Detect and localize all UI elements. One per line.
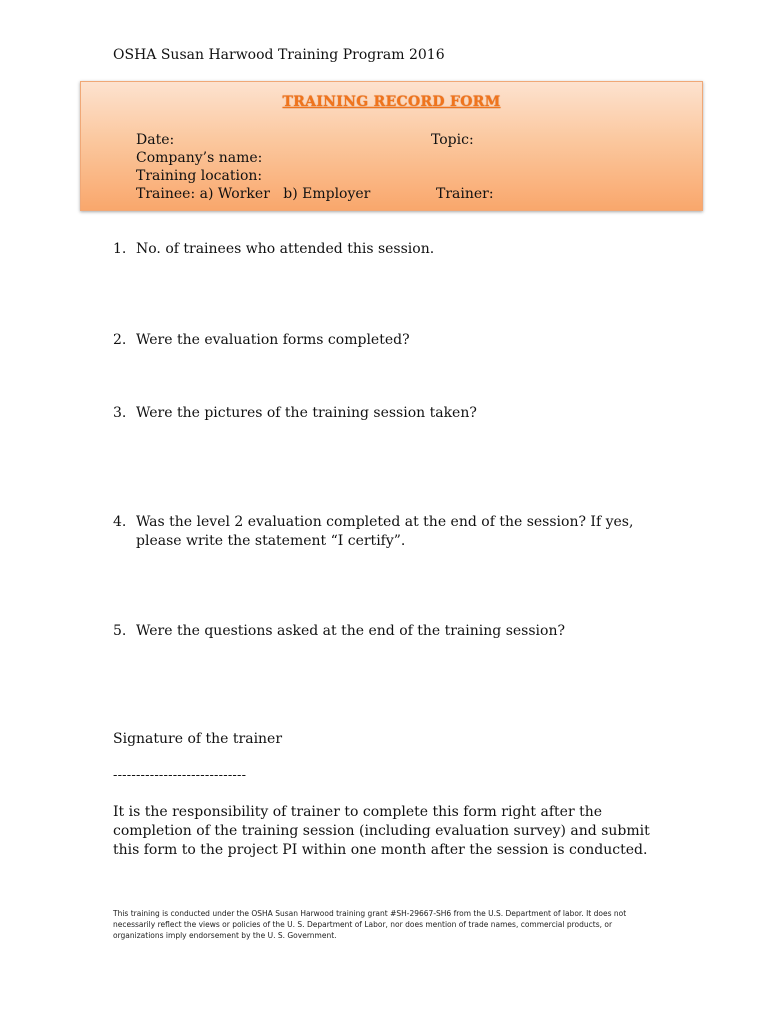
question-text: Were the evaluation forms completed? xyxy=(136,332,410,348)
form-header-box xyxy=(80,81,703,211)
instructions-paragraph: It is the responsibility of trainer to complete this form right after the completion of the training session (including evaluation survey) and submit this form to the project PI within one month after the session is conducted. xyxy=(113,804,650,858)
question-number: 5. xyxy=(113,623,127,639)
question-number: 3. xyxy=(113,405,127,421)
question-text: No. of trainees who attended this session. xyxy=(136,241,435,257)
topic-label: Topic: xyxy=(431,132,474,148)
trainee-label: Trainee: a) Worker b) Employer xyxy=(136,186,371,202)
company-name-label: Company’s name: xyxy=(136,150,263,166)
program-title: OSHA Susan Harwood Training Program 2016 xyxy=(113,47,445,63)
signature-line: ----------------------------- xyxy=(113,768,247,783)
date-label: Date: xyxy=(136,132,175,148)
training-location-label: Training location: xyxy=(136,168,263,184)
form-title: TRAINING RECORD FORM xyxy=(282,94,501,110)
footer-disclaimer: This training is conducted under the OSHA Susan Harwood training grant #SH-29667-SH6 from the U.S. Department of labor. It does not necessarily reflect the views or policies of the U. S. Department of Labor, nor does mention of trade names, commercial products, or organizations imply endorsement by the U. S. Government. xyxy=(113,909,627,940)
question-number: 1. xyxy=(113,241,127,257)
question-number: 2. xyxy=(113,332,127,348)
question-1 xyxy=(113,240,653,259)
signature-label: Signature of the trainer xyxy=(113,731,283,747)
question-2 xyxy=(113,331,653,350)
trainer-label: Trainer: xyxy=(436,186,494,202)
question-number: 4. xyxy=(113,514,127,530)
question-5 xyxy=(113,622,653,641)
question-3 xyxy=(113,404,653,423)
question-text: Were the pictures of the training session taken? xyxy=(136,405,477,421)
question-4 xyxy=(113,513,653,551)
question-text: Was the level 2 evaluation completed at the end of the session? If yes, please write the statement “I certify”. xyxy=(136,514,634,549)
question-text: Were the questions asked at the end of the training session? xyxy=(136,623,565,639)
